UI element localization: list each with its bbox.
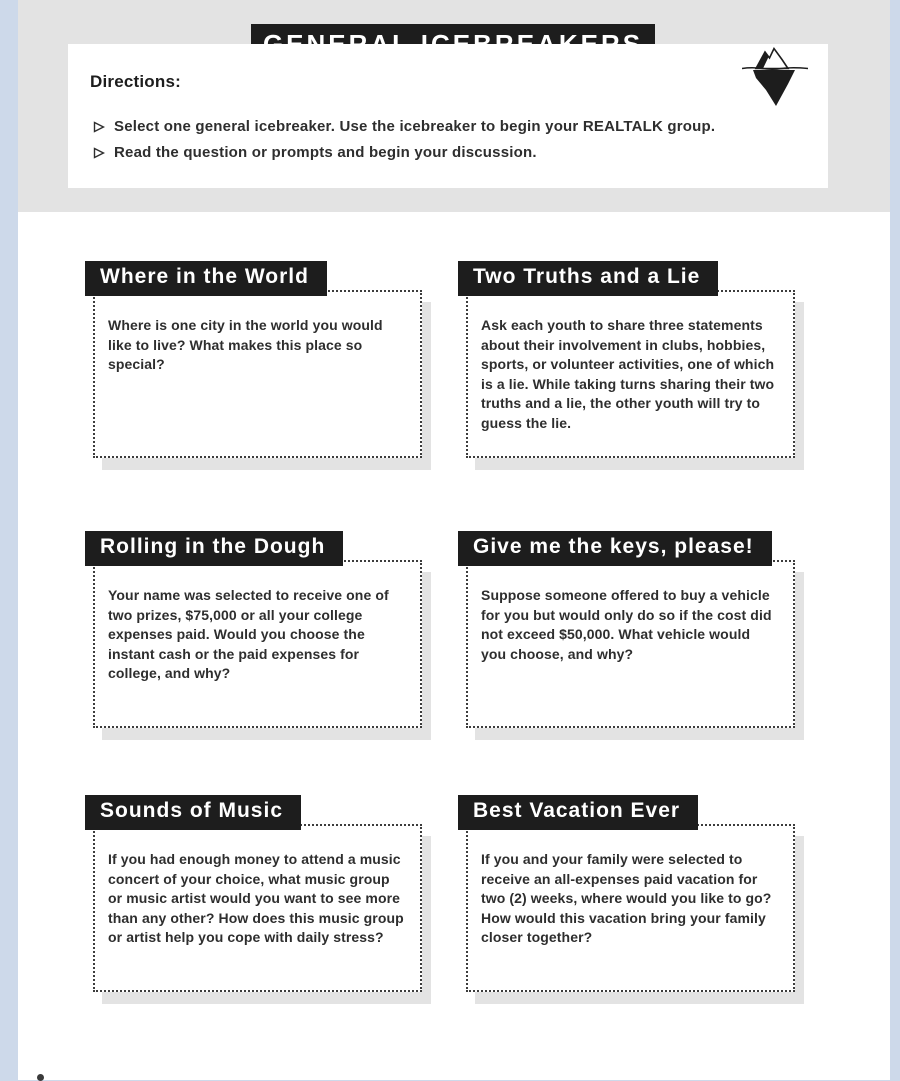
card-title-banner [85, 261, 327, 296]
card-body-text: Ask each youth to share three statements about their involvement in clubs, hobbies, sports, or volunteer activities, one of which is a lie. While taking turns sharing their two truths and a lie, the other youth will try to guess the lie. [481, 317, 775, 431]
card-box [93, 824, 422, 992]
icebreaker-card [458, 531, 878, 761]
directions-bullet-row [93, 144, 537, 161]
card-title: Rolling in the Dough [100, 535, 326, 558]
card-title-banner [85, 795, 301, 830]
card-box [466, 824, 795, 992]
icebreaker-card [85, 795, 505, 1025]
card-title-banner [458, 795, 698, 830]
directions-box [68, 44, 828, 188]
card-title-banner [85, 531, 343, 566]
card-box [466, 290, 795, 458]
icebreaker-card [458, 261, 878, 491]
card-body-text: Where is one city in the world you would like to live? What makes this place so special? [108, 317, 383, 372]
card-title-banner [458, 531, 772, 566]
card-box [93, 560, 422, 728]
icebreaker-card [458, 795, 878, 1025]
arrow-bullet-icon [93, 147, 105, 159]
card-body-text: Your name was selected to receive one of two prizes, $75,000 or all your college expenses paid. Would you choose the instant cash or the paid expenses for college, and why? [108, 587, 389, 681]
card-title: Sounds of Music [100, 799, 283, 822]
directions-heading: Directions: [90, 72, 181, 91]
card-title-banner [458, 261, 718, 296]
card-body-text: If you and your family were selected to receive an all-expenses paid vacation for two (2) weeks, where would you like to go? How would this vacation bring your family closer together? [481, 851, 772, 945]
card-title: Two Truths and a Lie [473, 265, 701, 288]
card-title: Give me the keys, please! [473, 535, 754, 558]
card-body-text: If you had enough money to attend a music concert of your choice, what music group or music artist would you want to see more than any other? How does this music group or artist help you cope with daily stress? [108, 851, 404, 945]
card-body-text: Suppose someone offered to buy a vehicle for you but would only do so if the cost did not exceed $50,000. What vehicle would you choose, and why? [481, 587, 772, 662]
directions-bullet-row [93, 118, 715, 135]
card-title: Best Vacation Ever [473, 799, 681, 822]
card-title: Where in the World [100, 265, 309, 288]
iceberg-icon [742, 46, 808, 108]
document-page [18, 0, 890, 1080]
card-box [93, 290, 422, 458]
directions-bullet-text: Select one general icebreaker. Use the icebreaker to begin your REALTALK group. [114, 118, 716, 135]
icebreaker-card [85, 531, 505, 761]
directions-bullet-text: Read the question or prompts and begin your discussion. [114, 144, 537, 161]
icebreaker-card [85, 261, 505, 491]
card-box [466, 560, 795, 728]
arrow-bullet-icon [93, 121, 105, 133]
